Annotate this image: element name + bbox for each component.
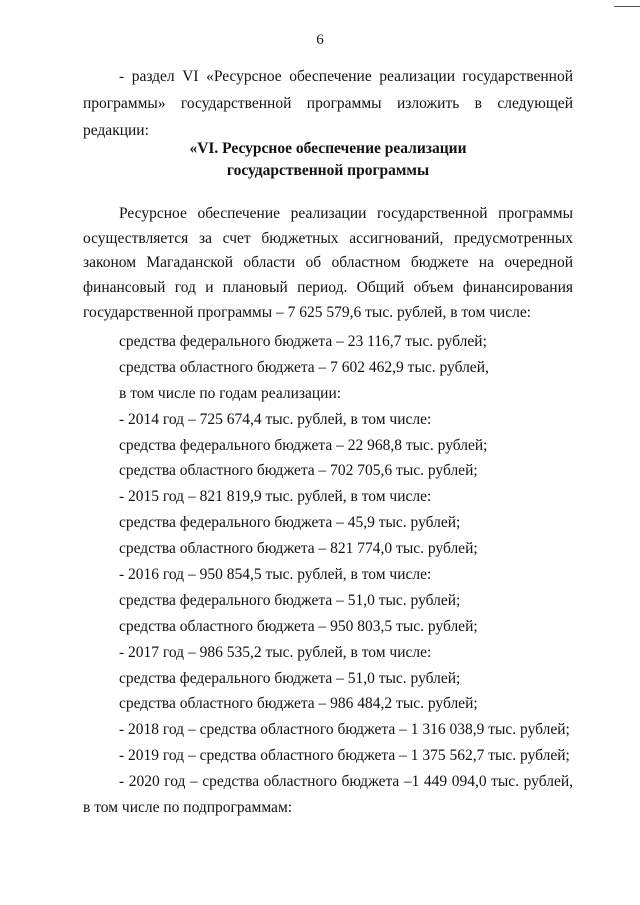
last-paragraph: - 2020 год – средства областного бюджета –1 449 094,0 тыс. рублей, в том числе по подпрограммам: [83,773,573,816]
funding-line: средства федерального бюджета – 23 116,7 тыс. рублей; [119,333,487,350]
intro-paragraph: - раздел VI «Ресурсное обеспечение реализации государственной программы» государственной программы изложить в следующей редакции: [83,68,573,139]
funding-line: - 2017 год – 986 535,2 тыс. рублей, в том числе: [119,643,432,661]
section-heading [80,138,576,182]
body-paragraph: Ресурсное обеспечение реализации государственной программы осуществляется за счет бюджетных ассигнований, предусмотренных законом Магаданской области об областном бюджете на очередной финансовый год и плановый период. Общий объем финансирования государственной программы – 7 625 579,6 тыс. рублей, в том числе: [83,205,573,321]
funding-list [119,329,574,769]
section-heading-line-1: «VI. Ресурсное обеспечение реализации [189,140,467,157]
funding-line: средства областного бюджета – 950 803,5 тыс. рублей; [119,617,478,635]
funding-line: - 2014 год – 725 674,4 тыс. рублей, в том числе: [119,410,432,428]
corner-mark [614,0,640,7]
funding-line: - 2016 год – 950 854,5 тыс. рублей, в том числе: [119,566,432,584]
funding-line: средства федерального бюджета – 22 968,8 тыс. рублей; [119,436,488,454]
funding-line: в том числе по годам реализации: [119,384,342,402]
funding-line: средства областного бюджета – 702 705,6 тыс. рублей; [119,462,478,480]
section-heading-line-2: государственной программы [226,162,430,179]
funding-line: - 2015 год – 821 819,9 тыс. рублей, в том числе: [119,488,432,506]
funding-line: средства областного бюджета – 986 484,2 тыс. рублей; [119,695,478,713]
page-number: 6 [316,32,324,48]
funding-line: средства областного бюджета – 7 602 462,9 тыс. рублей, [119,358,489,376]
funding-line: средства федерального бюджета – 51,0 тыс. рублей; [119,669,461,687]
funding-line: - 2019 год – средства областного бюджета – 1 375 562,7 тыс. рублей; [119,747,570,765]
funding-line: средства федерального бюджета – 45,9 тыс. рублей; [119,514,461,532]
funding-line: средства областного бюджета – 821 774,0 тыс. рублей; [119,540,478,558]
funding-line: средства федерального бюджета – 51,0 тыс. рублей; [119,591,461,609]
funding-line: - 2018 год – средства областного бюджета – 1 316 038,9 тыс. рублей; [119,721,570,739]
